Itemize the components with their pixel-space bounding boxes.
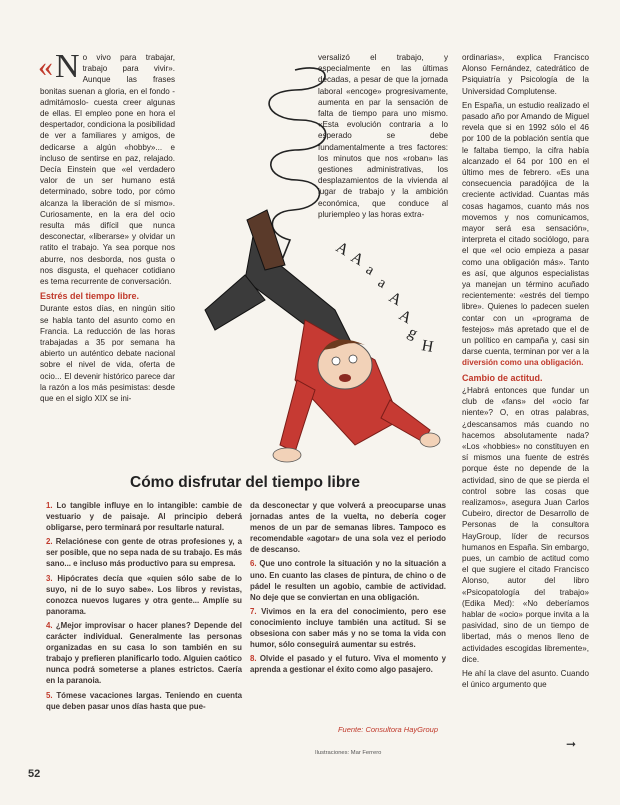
opening-quote-mark: « bbox=[38, 50, 53, 83]
paragraph-alonso: ordinarias», explica Francisco Alonso Fernández, catedrático de Psiquiatría y Psicología de la Universidad Complutense. bbox=[462, 53, 589, 96]
tip-item: da desconectar y que volverá a preocuparse unas jornadas antes de la vuelta, no debería coger menos de un par de semanas libres. Tampoco es recomendable «agotar» de una sola vez el periodo de descanso. bbox=[250, 501, 446, 555]
paragraph-clave: He ahí la clave del asunto. Cuando el único argumento que bbox=[462, 668, 589, 690]
hand-left bbox=[273, 448, 301, 462]
eye-right bbox=[349, 355, 357, 363]
scream-letter: A bbox=[396, 306, 415, 328]
lead-text: o vivo para trabajar, trabajo para vivir». Aunque las frases bonitas suenan a gloria, en el fondo -admitámoslo- cuesta creer algunas de ellas. El empleo pone en hora el despertador, condiciona la posibilidad de ver a familiares y amigos, de dedicarse a algún «hobby»... e incluso de sentirse en paz, relajado. Decía Einstein que «el verdadero valor de un ser humano está determinado, sobre todo, por cómo alcanza la liberación de sí mismo». Curiosamente, en la era del ocio resulta más difícil que nunca desconectar, «liberarse» y olvidar un ratito el trabajo. Ya sea porque nos aburre, nos desborda, nos gusta o nos disgusta, el quehacer cotidiano es tema recurrente de conversación. bbox=[40, 53, 175, 287]
scream-letter: H bbox=[420, 337, 435, 356]
subhead-estres: Estrés del tiempo libre. bbox=[40, 291, 140, 302]
eye-left bbox=[332, 357, 340, 365]
subhead-cambio: Cambio de actitud. bbox=[462, 372, 543, 383]
paragraph-espana: En España, un estudio realizado el pasado año por Amando de Miguel revela que si en 1992 sólo el 46 por 100 de la población sentía que le faltaba tiempo, la cifra había alcanzado el 64 por 100 en el último mes de febrero. «Es una consecuencia paradójica de la creciente actividad. Cuantas más cosas hagamos, cuanto más nos movemos y nos comunicamos, mayor será esa sensación», interpreta el citado sociólogo, para el que «el ocio empieza a pasar como una obligación más». Tanto es así, que algunos especialistas ya manejan un término acuñado recientemente: «estrés del tiempo libre». Quienes lo padecen suelen contar con un «programa de festejos» más apretado que el de un político en campaña y, casi sin darse cuenta, terminan por ver a la diversión como una obligación. bbox=[462, 100, 589, 368]
paragraph-actitud: ¿Habrá entonces que fundar un club de «fans» del «ocio far niente»? O, en otras palabras, ¿descansamos más cuando no hacemos absolutamente nada? «Los «hobbies» no constituyen en sí mismos una fuente de estrés porque éste no depende de la actividad, sino de que se pierda el control sobre las cosas que realizamos», asegura Juan Carlos Cubeiro, director de Desarrollo de Personas de la consultora HayGroup, líder de recursos humanos en España. Sin embargo, pues, un cambio de actitud como el que sugiere el citado Francisco Alonso, autor del libro «Psicopatología del trabajo» (Edika Med): «No deberíamos hablar de «ocio» porque invita a la pasividad, sino de un tiempo de libertad, más o menos lleno de actividades escogidas libremente», dice. bbox=[462, 385, 589, 664]
scream-letter: A bbox=[333, 238, 352, 260]
column-3 bbox=[462, 52, 589, 693]
scream-letter: a bbox=[375, 274, 389, 292]
tips-left-column bbox=[46, 500, 242, 715]
column-2-text: versalizó el trabajo, y especialmente en las últimas décadas, a pesar de que la jornada laboral «encoge» progresivamente, aumenta en par la sensación de falta de tiempo para uno mismo. «Esta evolución contraria a lo esperado se debe fundamentalmente a tres factores: los minutos que nos «roban» las gestiones administrativas, los desplazamientos de la vivienda al lugar de trabajo y la ambición económica, que conduce al pluriempleo y las horas extra- bbox=[318, 53, 448, 219]
tip-item: 5. Tómese vacaciones largas. Teniendo en cuenta que deben pasar unos días hasta que pue- bbox=[46, 690, 242, 711]
tips-box bbox=[40, 470, 450, 755]
scream-letter: g bbox=[405, 323, 421, 343]
paragraph-francia: Durante estos días, en ningún sitio se habla tanto del asunto como en Francia. La reducción de las horas trabajadas a 35 por semana ha abierto un auténtico debate nacional sobre el nivel de vida, oferta de ocio... El devenir histórico parece dar la razón a los más pesimistas: desde que en el siglo XIX se ini- bbox=[40, 304, 175, 404]
scream-letter: A bbox=[348, 248, 367, 270]
mouth bbox=[339, 374, 351, 382]
spring-cord bbox=[269, 68, 326, 265]
tip-item: 8. Olvide el pasado y el futuro. Viva el momento y aprenda a gestionar el éxito como algo pasajero. bbox=[250, 654, 446, 675]
tips-right-column bbox=[250, 500, 446, 678]
tip-item: 4. ¿Mejor improvisar o hacer planes? Depende del carácter individual. Generalmente las personas organizadas en su casa lo son también en su trabajo y prefieren planificarlo todo. Alguien caótico nunca podrá someterse a planes estrictos. Caería en la paranoia. bbox=[46, 620, 242, 686]
column-1 bbox=[38, 48, 175, 407]
lead-paragraph bbox=[38, 48, 175, 287]
illustration-credits: Ilustraciones: Mar Ferrero bbox=[315, 750, 382, 756]
hand-right bbox=[420, 433, 440, 447]
scream-letter: A bbox=[386, 288, 405, 310]
drop-cap: N bbox=[55, 48, 80, 85]
box-source: Fuente: Consultora HayGroup bbox=[337, 725, 438, 734]
arm-left bbox=[280, 380, 315, 452]
red-tail: diversión como una obligación. bbox=[462, 358, 584, 368]
tip-item: 1. Lo tangible influye en lo intangible: cambie de vestuario y de paisaje. Al principio deberá obligarse, pero terminará por resultarle natural. bbox=[46, 501, 242, 533]
falling-man-illustration bbox=[185, 50, 460, 470]
page-number: 52 bbox=[28, 768, 41, 780]
continue-arrow-icon: ➞ bbox=[566, 737, 577, 751]
scream-letter: a bbox=[363, 261, 377, 279]
tip-item: 7. Vivimos en la era del conocimiento, pero ese conocimiento incluye también una actitud. Si se obsesiona con saber más y no se toma la vida con humor, sólo conseguirá aumentar su estrés. bbox=[250, 606, 446, 650]
tip-item: 6. Que uno controle la situación y no la situación a uno. En cuanto las clases de pintura, de chino o de pádel le resulten un agobio, cambie de actividad. No deje que se conviertan en una obligación. bbox=[250, 559, 446, 602]
tip-item: 2. Relaciónese con gente de otras profesiones y, a ser posible, que no sepa nada de su trabajo. Es más sano... e incluso más productivo para su empresa. bbox=[46, 537, 243, 569]
box-title: Cómo disfrutar del tiempo libre bbox=[130, 474, 360, 491]
tip-item: 3. Hipócrates decía que «quien sólo sabe de lo suyo, ni de lo suyo sabe». Los libros y revistas, conozca nuevos lugares y otra gente... Amplíe su panorama. bbox=[46, 573, 242, 616]
